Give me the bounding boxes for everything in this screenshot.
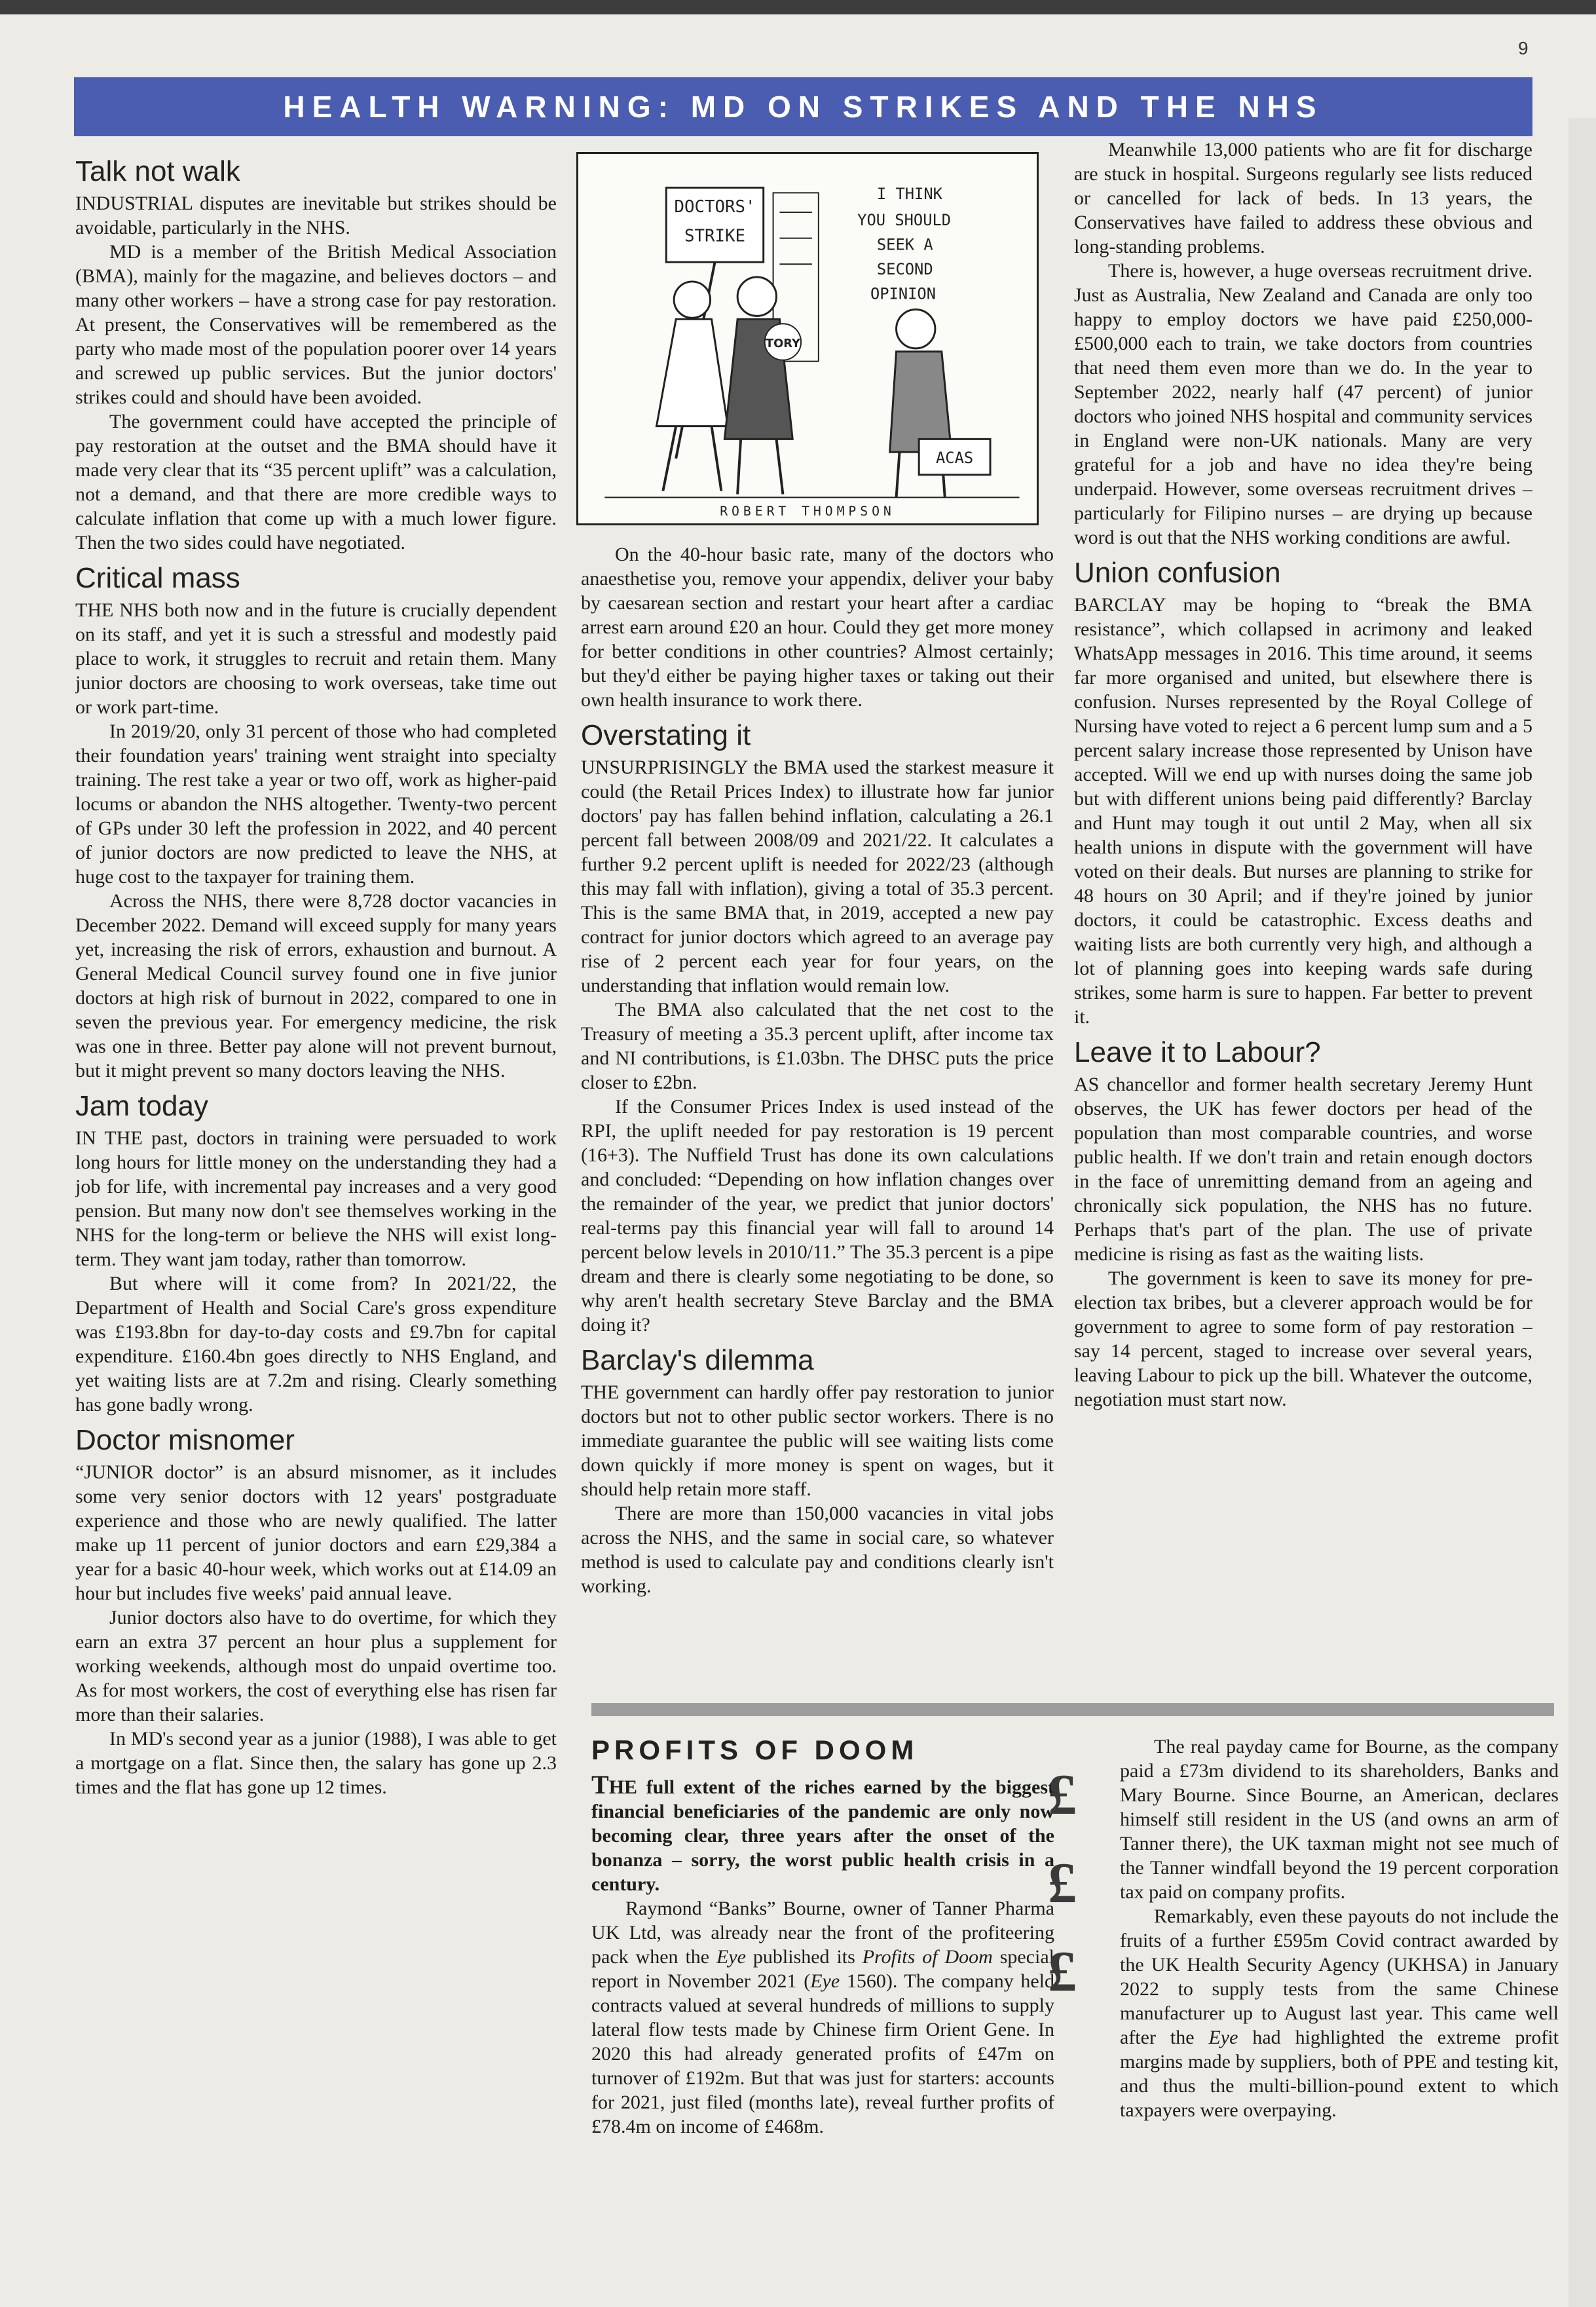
- pound-icon: £: [1048, 1940, 1077, 2004]
- page-number: 9: [1518, 38, 1529, 58]
- paragraph: Junior doctors also have to do overtime, for which they earn an extra 37 percent an hour plus a supplement for working weekends, although most do unpaid overtime too. As for most workers, the cost of everything else has risen far more than their salaries.: [75, 1607, 557, 1725]
- paragraph: UNSURPRISINGLY the BMA used the starkest measure it could (the Retail Prices Index) to illustrate how far junior doctors' pay has fallen behind inflation, calculating a 26.1 percent fall between 2008/09 and 2021/22. It calculates a further 9.2 percent uplift is needed for 2022/23 (although this may fall with inflation), giving a total of 35.3 percent. This is the same BMA that, in 2019, accepted a new pay contract for junior doctors which agreed to an average pay rise of 2 percent each year for four years, on the understanding that inflation would remain low.: [581, 757, 1054, 996]
- acas-bag-text: ACAS: [936, 448, 974, 467]
- section-divider: [591, 1703, 1554, 1716]
- profits-of-doom-column-2: [1120, 1735, 1559, 2193]
- speech-3: SEEK A: [876, 235, 933, 254]
- text-run: Remarkably, even these payouts do not include the fruits of a further £595m Covid contract awarded by the UK Health Security Agency (UKHSA) in January 2022 to supply tests from the same Chinese manufacturer up to August last year. This came well after the: [1120, 1905, 1559, 2048]
- paragraph: The BMA also calculated that the net cost to the Treasury of meeting a 35.3 percent uplift, after income tax and NI contributions, is £1.03bn. The DHSC puts the price closer to £2bn.: [581, 999, 1054, 1093]
- cartoon: [576, 152, 1039, 525]
- paragraph: MD is a member of the British Medical Association (BMA), mainly for the magazine, and believes doctors – and many other workers – have a strong case for pay restoration. At present, the Conservatives will be remembered as the party who made most of the population poorer over 14 years and screwed up public services. But the junior doctors' strikes could and should have been avoided.: [75, 241, 557, 408]
- paragraph: In MD's second year as a junior (1988), I was able to get a mortgage on a flat. Since then, the salary has gone up 2.3 times and the flat has gone up 12 times.: [75, 1728, 557, 1798]
- paragraph: Across the NHS, there were 8,728 doctor vacancies in December 2022. Demand will exceed supply for many years yet, increasing the risk of errors, exhaustion and burnout. A General Medical Council survey found one in five junior doctors at high risk of burnout in 2022, compared to one in seven the previous year. For emergency medicine, the risk was one in three. Better pay alone will not prevent burnout, but it might prevent so many doctors leaving the NHS.: [75, 890, 557, 1081]
- paragraph: “JUNIOR doctor” is an absurd misnomer, as it includes some very senior doctors with 12 years' postgraduate experience and those who are newly qualified. The latter make up 11 percent of junior doctors and earn £29,384 a year for a basic 40-hour week, which works out at £14.09 an hour but includes five weeks' paid annual leave.: [75, 1461, 557, 1604]
- pound-icon: £: [1048, 1763, 1077, 1827]
- eye-italic: Eye: [1208, 2027, 1238, 2048]
- paragraph: Meanwhile 13,000 patients who are fit for discharge are stuck in hospital. Surgeons regularly see lists reduced or cancelled for lack of beds. In 13 years, the Conservatives have failed to address these obvious and long-standing problems.: [1074, 139, 1532, 257]
- heading-overstating-it: Overstating it: [581, 719, 751, 751]
- paragraph: There are more than 150,000 vacancies in vital jobs across the NHS, and the same in social care, so whatever method is used to calculate pay and conditions clearly isn't working.: [581, 1503, 1054, 1597]
- speech-2: YOU SHOULD: [857, 210, 952, 229]
- placard-text-2: STRIKE: [684, 226, 745, 246]
- heading-jam-today: Jam today: [75, 1090, 208, 1122]
- acas-head: [897, 309, 935, 348]
- tory-badge-text: TORY: [765, 336, 800, 350]
- cartoon-signature: ROBERT THOMPSON: [720, 504, 895, 519]
- paragraph: INDUSTRIAL disputes are inevitable but strikes should be avoidable, particularly in the NHS.: [75, 193, 557, 238]
- paragraph: In 2019/20, only 31 percent of those who had completed their foundation years' training went straight into specialty training. The rest take a year or two off, work as higher-paid locums or abandon the NHS altogether. Twenty-two percent of GPs under 30 left the profession in 2022, and 40 percent of junior doctors are now predicted to leave the NHS, at huge cost to the taxpayer for training them.: [75, 721, 557, 888]
- paragraph: THE government can hardly offer pay restoration to junior doctors but not to other public sector workers. There is no immediate guarantee the public will see waiting lists come down quickly if more money is spent on wages, but it should help retain more staff.: [581, 1381, 1054, 1500]
- paragraph: There is, however, a huge overseas recruitment drive. Just as Australia, New Zealand and Canada are only too happy to employ doctors we have paid £250,000-£500,000 each to train, we take doctors from countries that need them even more than we do. In the year to September 2022, nearly half (47 percent) of junior doctors who joined NHS hospital and community services in England were non-UK nationals. Many are very grateful for a job and have no idea they're being underpaid. However, some overseas recruitment drives – particularly for Filipino nurses – are drying up because word is out that the NHS working conditions are awful.: [1074, 260, 1532, 548]
- text-run: special report in November 2021 (: [591, 1946, 1054, 1992]
- heading-critical-mass: Critical mass: [75, 562, 240, 594]
- eye-italic: Eye: [810, 1970, 840, 1992]
- cartoon-drawing: [578, 154, 1037, 523]
- doctor-head: [674, 282, 710, 318]
- column-3: [1074, 138, 1532, 1703]
- facing-page-edge: [1568, 118, 1596, 2307]
- speech-5: OPINION: [870, 284, 937, 303]
- heading-doctor-misnomer: Doctor misnomer: [75, 1424, 295, 1456]
- paragraph: AS chancellor and former health secretary Jeremy Hunt observes, the UK has fewer doctors per head of the population than most comparable countries, and worse public health. If we don't train and retain enough doctors in the face of unremitting demand from an ageing and chronically sick population, the NHS has no future. Perhaps that's part of the plan. The use of private medicine is rising as fast as the waiting lists.: [1074, 1074, 1532, 1265]
- text-run: Raymond “Banks” Bourne, owner of Tanner Pharma UK Ltd, was already near the front of the profiteering pack when the: [591, 1898, 1054, 1968]
- banner-title: HEALTH WARNING: MD ON STRIKES AND THE NHS: [74, 77, 1532, 136]
- lead-text: HE full extent of the riches earned by the biggest financial beneficiaries of the pandemic are only now becoming clear, three years after the onset of the bonanza – sorry, the worst public health crisis in a century.: [591, 1776, 1054, 1895]
- paragraph: The government is keen to save its money for pre-election tax bribes, but a cleverer approach would be for government to agree to some form of pay restoration – say 14 percent, staged to increase over several years, leaving Labour to pick up the bill. Whatever the outcome, negotiation must start now.: [1074, 1267, 1532, 1410]
- paragraph: BARCLAY may be hoping to “break the BMA resistance”, which collapsed in acrimony and leaked WhatsApp messages in 2016. This time around, it seems far more organised and united, but elsewhere there is confusion. Nurses represented by the Royal College of Nursing have voted to reject a 6 percent lump sum and a 5 percent salary increase those represented by Unison have accepted. Will we end up with nurses doing the same job but with different unions being paid differently? Barclay and Hunt may tough it out until 2 May, when all six health unions in dispute with the government will have voted on their deals. But nurses are planning to strike for 48 hours on 30 April; and if they're joined by junior doctors, it could be catastrophic. Excess deaths and waiting lists are both currently very high, and although a lot of planning goes into keeping wards safe during strikes, some harm is sure to happen. Far better to prevent it.: [1074, 594, 1532, 1028]
- paragraph: [591, 1896, 1054, 2139]
- pound-icon: £: [1048, 1852, 1077, 1915]
- heading-union-confusion: Union confusion: [1074, 557, 1281, 589]
- acas-body: [890, 352, 952, 452]
- paragraph: IN THE past, doctors in training were persuaded to work long hours for little money on the understanding they had a job for life, with incremental pay increases and a very good pension. But many now don't see themselves working in the NHS for the long-term or believe the NHS will exist long-term. They want jam today, rather than tomorrow.: [75, 1127, 557, 1270]
- heading-leave-it-to-labour: Leave it to Labour?: [1074, 1036, 1321, 1068]
- drop-cap: T: [591, 1770, 609, 1799]
- speech-1: I THINK: [876, 185, 942, 204]
- doctor-body: [656, 319, 728, 426]
- heading-profits-of-doom: PROFITS OF DOOM: [591, 1735, 919, 1765]
- heading-barclays-dilemma: Barclay's dilemma: [581, 1344, 814, 1376]
- paragraph: If the Consumer Prices Index is used instead of the RPI, the uplift needed for pay restoration is 19 percent (16+3). The Nuffield Trust has done its own calculations and concluded: “Depending on how inflation changes over the remainder of the year, we predict that junior doctors' real-terms pay this financial year will fall to around 14 percent below levels in 2010/11.” The 35.3 percent is a pipe dream and there is clearly some negotiating to be done, so why aren't health secretary Steve Barclay and the BMA doing it?: [581, 1096, 1054, 1336]
- column-2: [581, 542, 1054, 1689]
- speech-4: SECOND: [876, 260, 933, 279]
- placard-text-1: DOCTORS': [674, 197, 756, 217]
- pound-symbols: [1048, 1762, 1100, 2027]
- column-1: [75, 155, 557, 2205]
- heading-talk-not-walk: Talk not walk: [75, 155, 240, 187]
- lead-paragraph: [591, 1772, 1054, 1896]
- text-run: had highlighted the extreme profit margins made by suppliers, both of PPE and testing kit, and thus the multi-billion-pound extent to which taxpayers were overpaying.: [1120, 2027, 1559, 2121]
- text-run: 1560). The company held contracts valued at several hundreds of millions to supply lateral flow tests made by Chinese firm Orient Gene. In 2020 this had already generated profits of £47m on turnover of £192m. But that was just for starters: accounts for 2021, just filed (months late), reveal further profits of £78.4m on income of £468m.: [591, 1970, 1054, 2137]
- paragraph: [1120, 1904, 1559, 2122]
- paragraph: On the 40-hour basic rate, many of the doctors who anaesthetise you, remove your appendix, deliver your baby by caesarean section and restart your heart after a cardiac arrest earn around £20 an hour. Could they get more money for better conditions in other countries? Almost certainly; but they'd either be paying higher taxes or taking out their own health insurance to work there.: [581, 544, 1054, 711]
- eye-italic: Eye: [716, 1946, 746, 1968]
- paragraph: The government could have accepted the principle of pay restoration at the outset and the BMA should have it made very clear that its “35 percent uplift” was a calculation, not a demand, and that there are more credible ways to calculate inflation that come up with a much lower figure. Then the two sides could have negotiated.: [75, 411, 557, 553]
- paragraph: THE NHS both now and in the future is crucially dependent on its staff, and yet it is such a stressful and modestly paid place to work, it struggles to recruit and retain them. Many junior doctors are choosing to work overseas, take time out or work part-time.: [75, 599, 557, 718]
- paragraph: But where will it come from? In 2021/22, the Department of Health and Social Care's gross expenditure was £193.8bn for day-to-day costs and £9.7bn for capital expenditure. £160.4bn goes directly to NHS England, and yet waiting lists are at 7.2m and rising. Clearly something has gone badly wrong.: [75, 1273, 557, 1416]
- text-run: published its: [745, 1946, 863, 1968]
- paragraph: The real payday came for Bourne, as the company paid a £73m dividend to its shareholders, Banks and Mary Bourne. Since Bourne, an American, declares himself still resident in the US (and owns an arm of Tanner there), the UK taxman might not see much of the Tanner windfall beyond the 19 percent corporation tax paid on company profits.: [1120, 1736, 1559, 1903]
- top-edge: [0, 0, 1596, 14]
- profits-of-doom-column: [591, 1735, 1054, 2200]
- report-title-italic: Profits of Doom: [862, 1946, 993, 1968]
- tory-head: [737, 277, 776, 316]
